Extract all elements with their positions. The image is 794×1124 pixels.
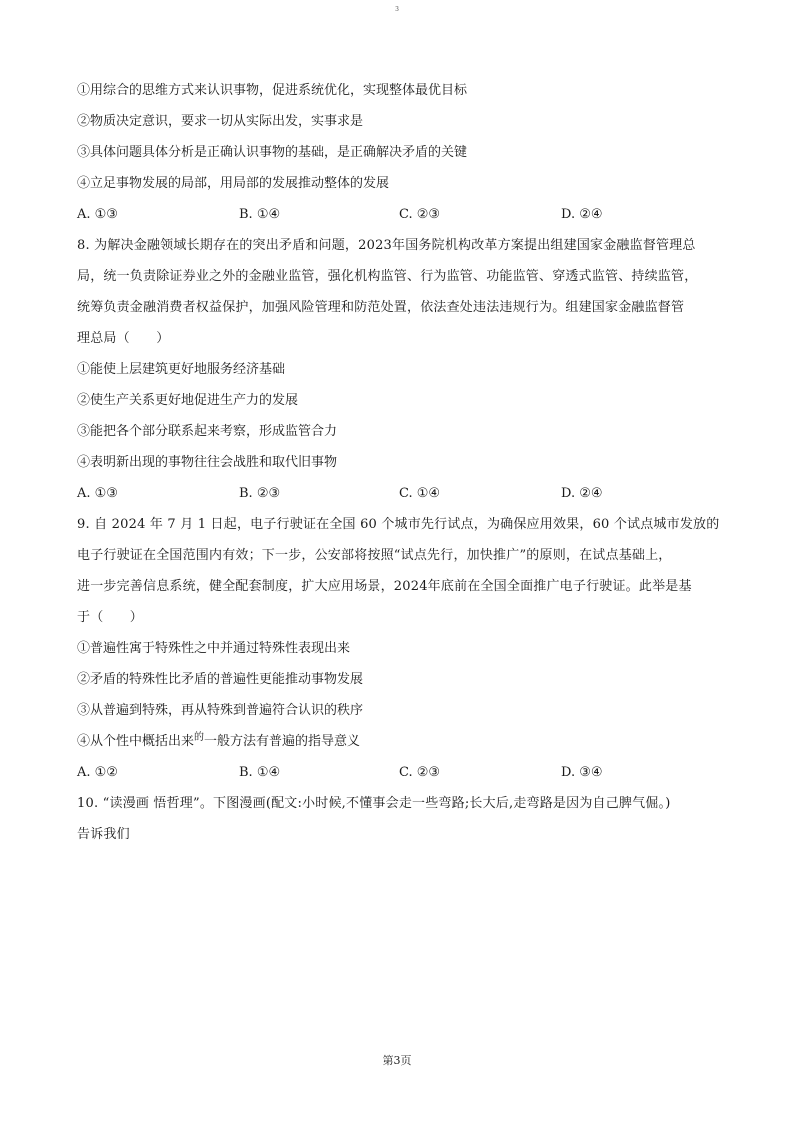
q9-item-4 [77,731,722,762]
q9-stem-line-4: 于（ ） [77,610,144,625]
q9-item-4-after: 一般方法有普遍的指导意义 [204,734,361,749]
q9-stem-line-1: 9. 自 2024 年 7 月 1 日起，电子行驶证在全国 60 个城市先行试点，为确保应用效果，60 个试点城市发放的 [77,517,720,532]
q7-option-c: C. ②③ [399,207,441,222]
q8-option-c: C. ①④ [399,486,441,501]
q7-option-d: D. ②④ [561,207,603,222]
q8-stem [77,235,722,359]
q8-item-4: ④表明新出现的事物往往会战胜和取代旧事物 [77,455,338,470]
q10-stem [77,793,722,855]
q9-stem-line-2: 电子行驶证在全国范围内有效；下一步，公安部将按照“试点先行，加快推广”的原则，在试点基础上， [77,548,672,563]
q8-stem-line-4: 理总局（ ） [77,331,170,346]
q8-items [77,359,722,483]
exam-content [77,80,722,855]
q9-item-4-before: ④从个性中概括出来 [77,734,195,749]
q7-item-4: ④立足事物发展的局部，用局部的发展推动整体的发展 [77,176,390,191]
q9-item-1: ①普遍性寓于特殊性之中并通过特殊性表现出来 [77,641,351,656]
q8-stem-line-2: 局，统一负责除证券业之外的金融业监管，强化机构监管、行为监管、功能监管、穿透式监管、持续监管， [77,269,698,284]
q7-option-a: A. ①③ [77,207,118,222]
q8-option-d: D. ②④ [561,486,603,501]
q9-items [77,638,722,762]
q9-stem-line-3: 进一步完善信息系统，健全配套制度，扩大应用场景，2024年底前在全国全面推广电子行驶证。此举是基 [77,579,692,594]
q8-item-1: ①能使上层建筑更好地服务经济基础 [77,362,286,377]
q8-option-b: B. ②③ [239,486,281,501]
q9-options [77,762,722,793]
q7-item-2: ②物质决定意识，要求一切从实际出发，实事求是 [77,114,364,129]
q7-option-b: B. ①④ [239,207,281,222]
q10-stem-line-2: 告诉我们 [77,827,130,842]
q9-item-4-sup: 的 [194,732,205,743]
q7-options [77,204,722,235]
q10-stem-line-1: 10. “读漫画 悟哲理”。下图漫画(配文:小时候,不懂事会走一些弯路;长大后,走弯路是因为自己脾气倔。) [77,796,671,811]
q7-item-3: ③具体问题具体分析是正确认识事物的基础，是正确解决矛盾的关键 [77,145,468,160]
q9-item-3: ③从普遍到特殊，再从特殊到普遍符合认识的秩序 [77,703,364,718]
page-mark: 3 [395,6,399,13]
q8-option-a: A. ①③ [77,486,118,501]
q8-item-3: ③能把各个部分联系起来考察，形成监管合力 [77,424,338,439]
q8-item-2: ②使生产关系更好地促进生产力的发展 [77,393,299,408]
q7-item-1: ①用综合的思维方式来认识事物，促进系统优化，实现整体最优目标 [77,83,468,98]
q9-option-b: B. ①④ [239,765,281,780]
q9-item-2: ②矛盾的特殊性比矛盾的普遍性更能推动事物发展 [77,672,364,687]
page-footer: 第3页 [382,1054,412,1067]
q8-stem-line-1: 8. 为解决金融领域长期存在的突出矛盾和问题，2023年国务院机构改革方案提出组建国家金融监督管理总 [77,238,696,253]
q8-stem-line-3: 统筹负责金融消费者权益保护，加强风险管理和防范处置，依法查处违法违规行为。组建国家金融监督管 [77,300,685,315]
q9-stem [77,514,722,638]
q8-options [77,483,722,514]
q9-option-d: D. ③④ [561,765,603,780]
q7-items [77,80,722,204]
q9-option-c: C. ②③ [399,765,441,780]
q9-option-a: A. ①② [77,765,118,780]
